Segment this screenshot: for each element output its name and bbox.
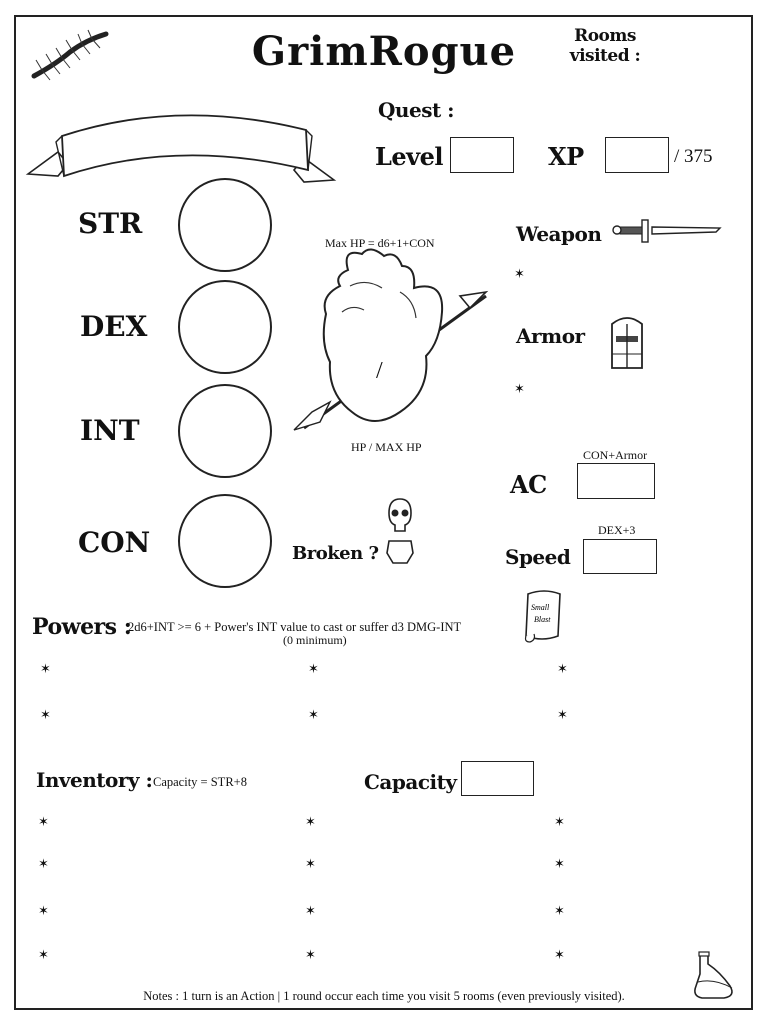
level-label: Level	[375, 142, 443, 171]
hp-label: HP / MAX HP	[351, 440, 422, 454]
xp-label: XP	[548, 142, 584, 171]
speed-note: DEX+3	[598, 523, 636, 537]
stat-circle-int[interactable]	[178, 384, 272, 478]
powers-label: Powers :	[32, 614, 132, 640]
skull-icon	[385, 497, 415, 567]
ac-field[interactable]	[577, 463, 655, 499]
xp-max: / 375	[674, 146, 713, 167]
sheet-title: GrimRogue	[251, 28, 517, 75]
powers-rule-1: 2d6+INT >= 6 + Power's INT value to cast or suffer d3 DMG-INT	[128, 620, 462, 634]
inventory-label: Inventory :	[36, 768, 153, 792]
inventory-slot-5[interactable]: ✶	[305, 857, 316, 872]
inventory-slot-7[interactable]: ✶	[38, 904, 49, 919]
hp-slash: /	[376, 358, 383, 384]
inventory-slot-4[interactable]: ✶	[38, 857, 49, 872]
level-field[interactable]	[450, 137, 514, 173]
ac-note: CON+Armor	[583, 448, 648, 462]
banner-icon	[28, 104, 334, 186]
inventory-slot-10[interactable]: ✶	[38, 948, 49, 963]
helmet-icon	[610, 314, 644, 372]
power-slot-3[interactable]: ✶	[557, 662, 568, 677]
stat-circle-str[interactable]	[178, 178, 272, 272]
inventory-slot-2[interactable]: ✶	[305, 815, 316, 830]
power-slot-2[interactable]: ✶	[308, 662, 319, 677]
heart-icon	[290, 252, 490, 442]
stat-label-str: STR	[78, 207, 143, 240]
weapon-bullet: ✶	[514, 267, 525, 282]
stat-label-dex: DEX	[80, 310, 148, 343]
inventory-slot-9[interactable]: ✶	[554, 904, 565, 919]
ac-label: AC	[510, 470, 547, 499]
inventory-slot-11[interactable]: ✶	[305, 948, 316, 963]
capacity-label: Capacity	[364, 770, 457, 794]
inventory-slot-8[interactable]: ✶	[305, 904, 316, 919]
weapon-label: Weapon	[516, 222, 602, 246]
armor-bullet: ✶	[514, 382, 525, 397]
max-hp-note: Max HP = d6+1+CON	[325, 236, 435, 250]
inventory-slot-3[interactable]: ✶	[554, 815, 565, 830]
scroll-text: Small	[531, 603, 550, 612]
scroll-icon	[522, 588, 566, 644]
xp-field[interactable]	[605, 137, 669, 173]
stat-label-int: INT	[80, 414, 140, 447]
powers-rule-2: (0 minimum)	[283, 633, 347, 647]
power-slot-1[interactable]: ✶	[40, 662, 51, 677]
stat-circle-con[interactable]	[178, 494, 272, 588]
stat-label-con: CON	[78, 526, 151, 559]
speed-field[interactable]	[583, 539, 657, 574]
inventory-slot-12[interactable]: ✶	[554, 948, 565, 963]
inventory-slot-6[interactable]: ✶	[554, 857, 565, 872]
speed-label: Speed	[505, 545, 571, 569]
rooms-visited-label: Rooms visited :	[569, 26, 641, 66]
svg-text:Blast: Blast	[534, 615, 551, 624]
capacity-field[interactable]	[461, 761, 534, 796]
inventory-note: Capacity = STR+8	[153, 775, 247, 789]
armor-label: Armor	[516, 324, 585, 348]
sword-icon	[612, 218, 724, 244]
notes-footer: Notes : 1 turn is an Action | 1 round occur each time you visit 5 rooms (even previously visited).	[143, 989, 625, 1003]
quest-label: Quest :	[378, 98, 455, 122]
power-slot-5[interactable]: ✶	[308, 708, 319, 723]
power-slot-4[interactable]: ✶	[40, 708, 51, 723]
inventory-slot-1[interactable]: ✶	[38, 815, 49, 830]
broken-label: Broken ?	[292, 543, 379, 564]
power-slot-6[interactable]: ✶	[557, 708, 568, 723]
stat-circle-dex[interactable]	[178, 280, 272, 374]
